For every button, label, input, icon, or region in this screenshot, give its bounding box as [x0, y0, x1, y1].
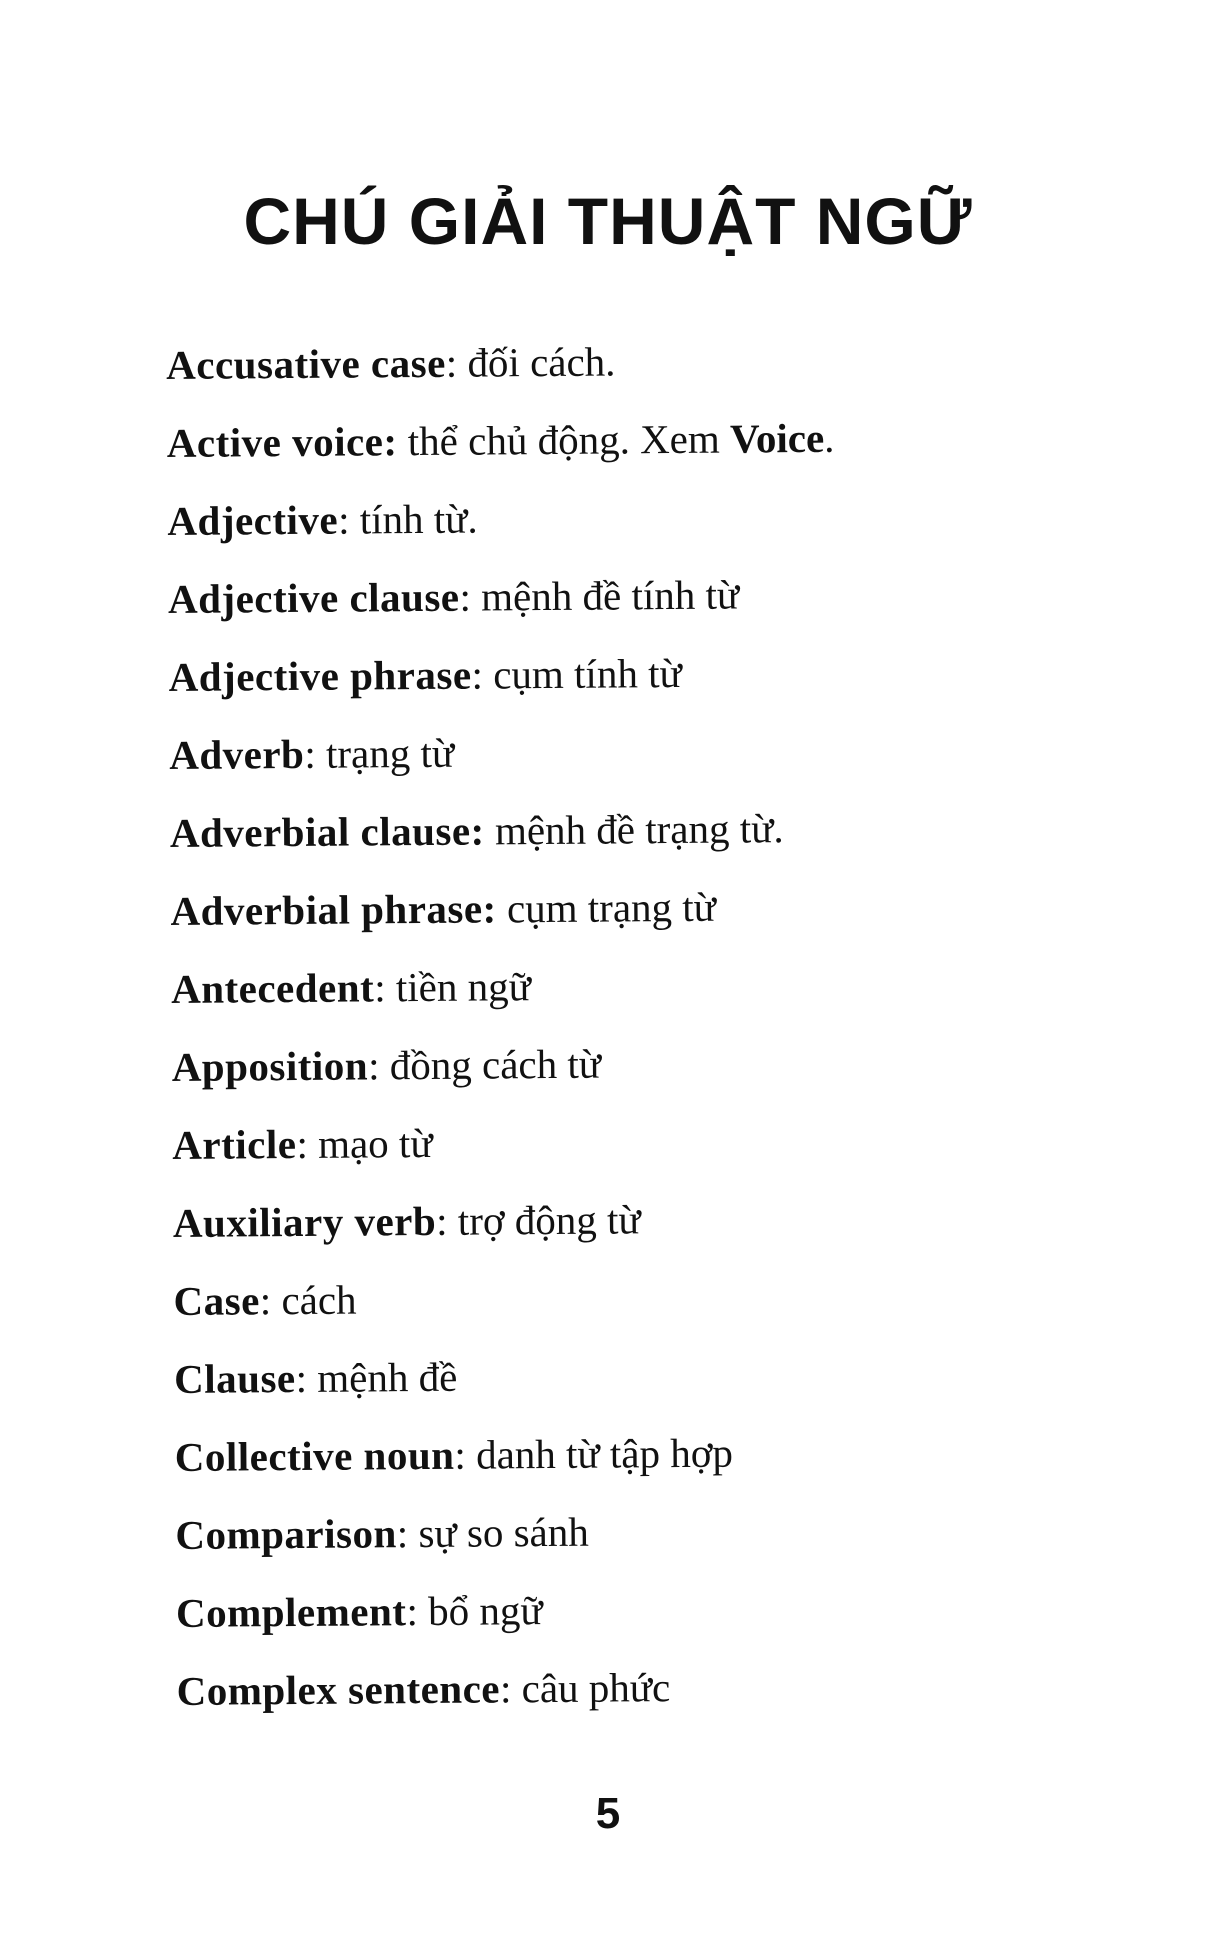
glossary-entry — [170, 800, 1131, 886]
glossary-term: Article — [172, 1121, 297, 1168]
glossary-definition: cách — [281, 1276, 357, 1324]
glossary-definition: mệnh đề — [317, 1353, 458, 1401]
term-separator: : — [406, 1588, 419, 1635]
glossary-entry — [166, 332, 1127, 418]
glossary-term: Adverbial phrase: — [170, 885, 497, 934]
glossary-definition: bổ ngữ — [427, 1587, 543, 1634]
glossary-term: Case — [173, 1277, 260, 1324]
glossary-entry — [176, 1580, 1137, 1666]
term-separator: : — [337, 496, 350, 543]
glossary-entry — [167, 488, 1128, 574]
glossary-definition: sự so sánh — [418, 1508, 589, 1557]
glossary-definition: đối cách. — [467, 338, 616, 386]
glossary-entry — [175, 1424, 1136, 1510]
glossary-term: Adjective phrase — [168, 651, 472, 700]
term-separator: : — [396, 1510, 409, 1557]
term-separator: : — [367, 1042, 380, 1089]
glossary-entry — [167, 410, 1128, 496]
glossary-term: Accusative case — [166, 339, 446, 388]
glossary-term: Antecedent — [170, 964, 375, 1012]
glossary-entry — [174, 1346, 1135, 1432]
glossary-entry — [173, 1268, 1134, 1354]
glossary-term: Active voice: — [166, 418, 398, 466]
page-title: CHÚ GIẢI THUẬT NGỮ — [243, 184, 973, 258]
glossary-definition: mệnh đề tính từ — [481, 571, 740, 620]
glossary-entry — [169, 722, 1130, 808]
glossary-term: Adverbial clause: — [169, 807, 485, 856]
glossary-entry — [173, 1190, 1134, 1276]
glossary-definition: mạo từ — [317, 1119, 433, 1167]
term-separator: : — [445, 339, 458, 386]
glossary-entry — [168, 566, 1129, 652]
term-separator: : — [259, 1277, 272, 1324]
glossary-definition: câu phức — [521, 1664, 671, 1712]
trailing-punctuation: . — [823, 414, 835, 461]
glossary-term: Clause — [173, 1355, 296, 1402]
term-separator: : — [435, 1197, 448, 1244]
term-separator: : — [459, 573, 472, 620]
glossary-definition: mệnh đề trạng từ. — [494, 805, 784, 854]
glossary-entry — [171, 956, 1132, 1042]
glossary-entry — [170, 878, 1131, 964]
term-separator: : — [454, 1431, 467, 1478]
glossary-term: Complement — [175, 1588, 407, 1636]
glossary-term: Adjective clause — [167, 573, 460, 622]
glossary-entry — [172, 1034, 1133, 1120]
glossary-definition: cụm tính từ — [493, 649, 682, 698]
term-separator: : — [499, 1665, 512, 1712]
glossary-entry — [168, 644, 1129, 730]
glossary-entry — [172, 1112, 1133, 1198]
glossary-definition: trạng từ — [325, 729, 455, 777]
glossary-term: Collective noun — [174, 1431, 455, 1480]
glossary-list — [166, 332, 1137, 1743]
glossary-definition: đồng cách từ — [389, 1040, 602, 1089]
glossary-definition: tiền ngữ — [395, 963, 532, 1011]
glossary-definition: cụm trạng từ — [506, 883, 717, 932]
glossary-entry — [176, 1658, 1137, 1744]
term-separator: : — [304, 730, 316, 777]
term-separator: : — [374, 964, 386, 1011]
glossary-definition: tính từ. — [359, 495, 478, 543]
term-separator: : — [296, 1120, 309, 1167]
glossary-definition: trợ động từ — [457, 1196, 641, 1244]
glossary-term: Auxiliary verb — [172, 1197, 437, 1246]
page-number: 5 — [595, 1789, 621, 1838]
glossary-term: Adverb — [169, 730, 305, 778]
glossary-term: Apposition — [171, 1042, 369, 1090]
glossary-term: Comparison — [175, 1510, 397, 1558]
term-separator: : — [471, 651, 484, 698]
glossary-definition: thể chủ động. Xem — [407, 415, 720, 465]
glossary-term: Complex sentence — [176, 1665, 501, 1714]
cross-reference: Voice — [729, 414, 825, 462]
glossary-term: Adjective — [167, 496, 339, 544]
glossary-entry — [175, 1502, 1136, 1588]
term-separator: : — [295, 1354, 308, 1402]
glossary-definition: danh từ tập hợp — [475, 1429, 734, 1478]
